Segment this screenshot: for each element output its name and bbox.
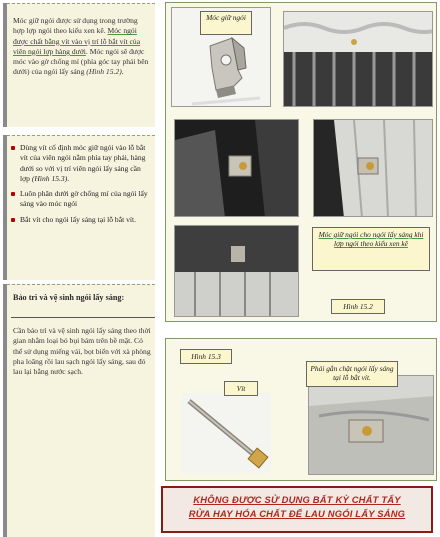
dotted-divider <box>7 3 155 4</box>
figure-15-2-frame <box>165 2 437 322</box>
intro-text-underlined: Móc ngói được chất bằng vít vào vị trí lỗ bắt vít của viên ngói lợp hàng dưới <box>13 26 141 56</box>
screw-photo <box>181 393 271 473</box>
intro-text-2: . Móc ngói sẽ được móc vào gờ chống mí (phía góc tay phải bên dưới) của ngói lấy sáng <box>13 46 149 77</box>
warning-line-1: KHÔNG ĐƯỢC SỬ DỤNG BẤT KỲ CHẤT TẨY <box>193 494 401 505</box>
step-text: Dùng vít cố định móc giữ ngói vào lỗ bắt vít của viên ngói nằm phía tay phải, hàng dưới so với vị trí viên ngói lấy sáng cần lợp <box>20 143 146 183</box>
warning-box <box>161 486 433 533</box>
intro-panel <box>3 3 155 127</box>
clear-tile-closeup-photo <box>174 225 299 317</box>
hook-label: Móc giữ ngói <box>200 11 252 35</box>
clear-tiles-photo <box>283 11 433 107</box>
screw-label: Vít <box>224 381 258 396</box>
screwed-tile-image <box>314 120 433 217</box>
maintenance-title: Bảo trì và vệ sinh ngói lấy sáng: <box>13 293 125 302</box>
intro-text-end: . <box>121 67 124 77</box>
screw-image <box>181 393 271 473</box>
maintenance-text: Cần bảo trì và vệ sinh ngói lấy sáng theo thời gian nhằm loại bỏ bụi bám trên bề mặt. Có thể sử dụng miếng vải, bọt biển với xà phòng pha loãng rồi lau sạch ngói lấy sáng, sau đó lau lại bằng nước sạch. <box>13 326 151 377</box>
intro-paragraph <box>13 16 151 78</box>
mounting-caption: Phải gắn chặt ngói lấy sáng tại lỗ bắt vít. <box>306 361 398 387</box>
instructions-column <box>0 0 162 537</box>
dotted-divider <box>7 284 155 285</box>
hook-on-tile-photo <box>174 119 299 217</box>
figure-number: Hình 15.3 <box>180 349 232 364</box>
clear-tile-screw-photo <box>313 119 433 217</box>
figure-15-3-frame <box>165 338 437 481</box>
figure-number: Hình 15.2 <box>331 299 385 314</box>
skylight-tiles-image <box>284 12 433 107</box>
tile-closeup-image <box>175 226 299 317</box>
steps-panel <box>3 135 155 280</box>
intro-text-1: Móc giữ ngói được sử dụng trong trường hợp lợp ngói theo kiểu xen kẽ. <box>13 16 138 36</box>
figure-ref: (Hình 15.3) <box>31 173 68 183</box>
maintenance-panel <box>3 284 155 537</box>
mounted-tile-photo <box>308 375 434 475</box>
figure-ref: (Hình 15.2) <box>86 67 122 77</box>
divider <box>11 317 155 318</box>
list-item <box>11 189 151 210</box>
dotted-divider <box>7 135 155 136</box>
hook-mounted-image <box>175 120 299 217</box>
step-text: Bắt vít cho ngói lấy sáng tại lỗ bắt vít. <box>20 214 136 224</box>
figure-caption: Móc giữ ngói cho ngói lấy sáng khi lợp ngói theo kiểu xen kẽ <box>312 227 430 271</box>
step-text: Luôn phân dưới gờ chống mí của ngói lấy sáng vào móc ngói <box>20 189 148 209</box>
steps-list <box>11 143 151 230</box>
list-item <box>11 143 151 184</box>
mounted-tile-image <box>309 376 434 475</box>
step-end: . <box>67 173 70 183</box>
list-item <box>11 215 151 225</box>
warning-line-2: RỬA HAY HÓA CHẤT ĐỂ LAU NGÓI LẤY SÁNG <box>188 508 406 519</box>
